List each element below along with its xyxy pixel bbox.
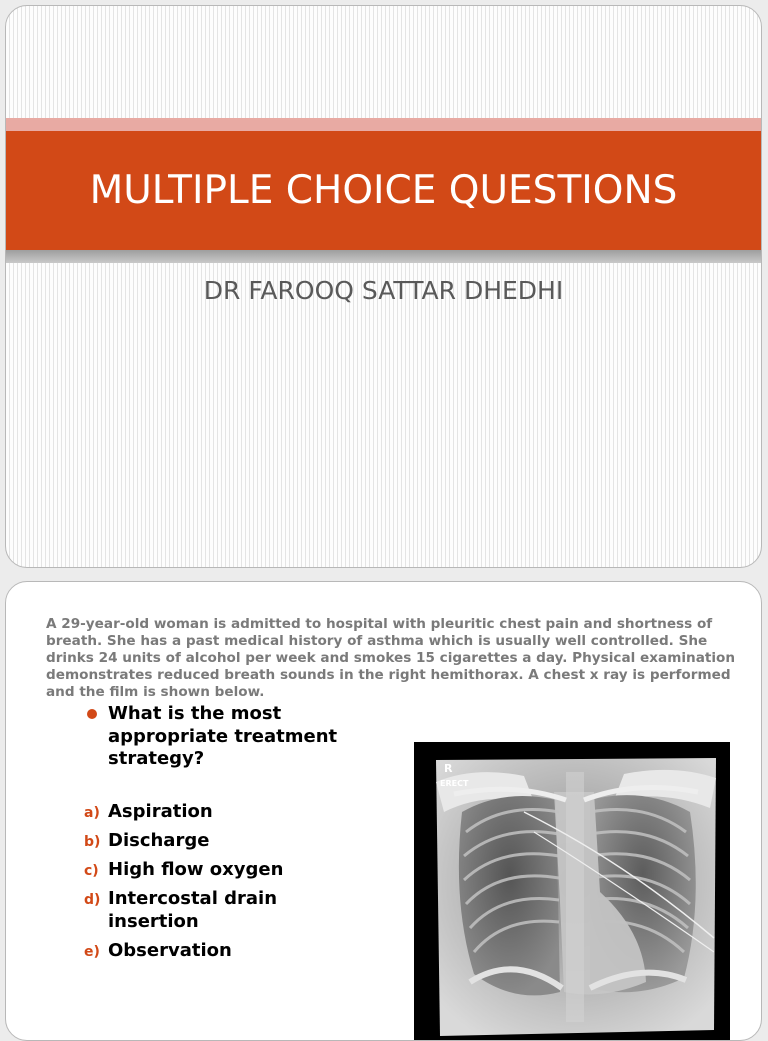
title-slide (5, 5, 762, 568)
chest-xray-image (414, 742, 730, 1041)
option-c[interactable] (84, 858, 404, 881)
option-letter: c) (84, 863, 99, 879)
option-b[interactable] (84, 829, 404, 852)
option-letter: a) (84, 805, 100, 821)
slide-subtitle: DR FAROOQ SATTAR DHEDHI (203, 276, 564, 305)
slide-title: MULTIPLE CHOICE QUESTIONS (89, 168, 678, 213)
option-letter: d) (84, 892, 101, 908)
option-text: Intercostal drain insertion (108, 888, 278, 932)
bullet-icon (86, 708, 98, 720)
title-banner (6, 131, 761, 250)
question-text: What is the most appropriate treatment strategy? (108, 703, 338, 769)
option-text: Observation (108, 940, 232, 961)
question-slide (5, 581, 762, 1041)
title-accent-band (6, 118, 761, 131)
option-letter: e) (84, 944, 100, 960)
xray-position-label: ERECT (440, 779, 469, 788)
xray-side-marker: R (444, 762, 453, 775)
option-e[interactable] (84, 939, 404, 962)
option-a[interactable] (84, 800, 404, 823)
chest-xray-drawing (414, 742, 730, 1041)
option-text: Aspiration (108, 801, 213, 822)
question-stem: A 29-year-old woman is admitted to hospital with pleuritic chest pain and shortness of breath. She has a past medical history of asthma which is usually well controlled. She drinks 24 units of alcohol per week and smokes 15 cigarettes a day. Physical examination demonstrates reduced breath sounds in the right hemithorax. A chest x ray is performed and the film is shown below. (46, 616, 736, 700)
option-letter: b) (84, 834, 101, 850)
answer-options (84, 800, 404, 968)
option-text: High flow oxygen (108, 859, 284, 880)
option-text: Discharge (108, 830, 210, 851)
title-shadow-band (6, 250, 761, 263)
option-d[interactable] (84, 887, 404, 933)
